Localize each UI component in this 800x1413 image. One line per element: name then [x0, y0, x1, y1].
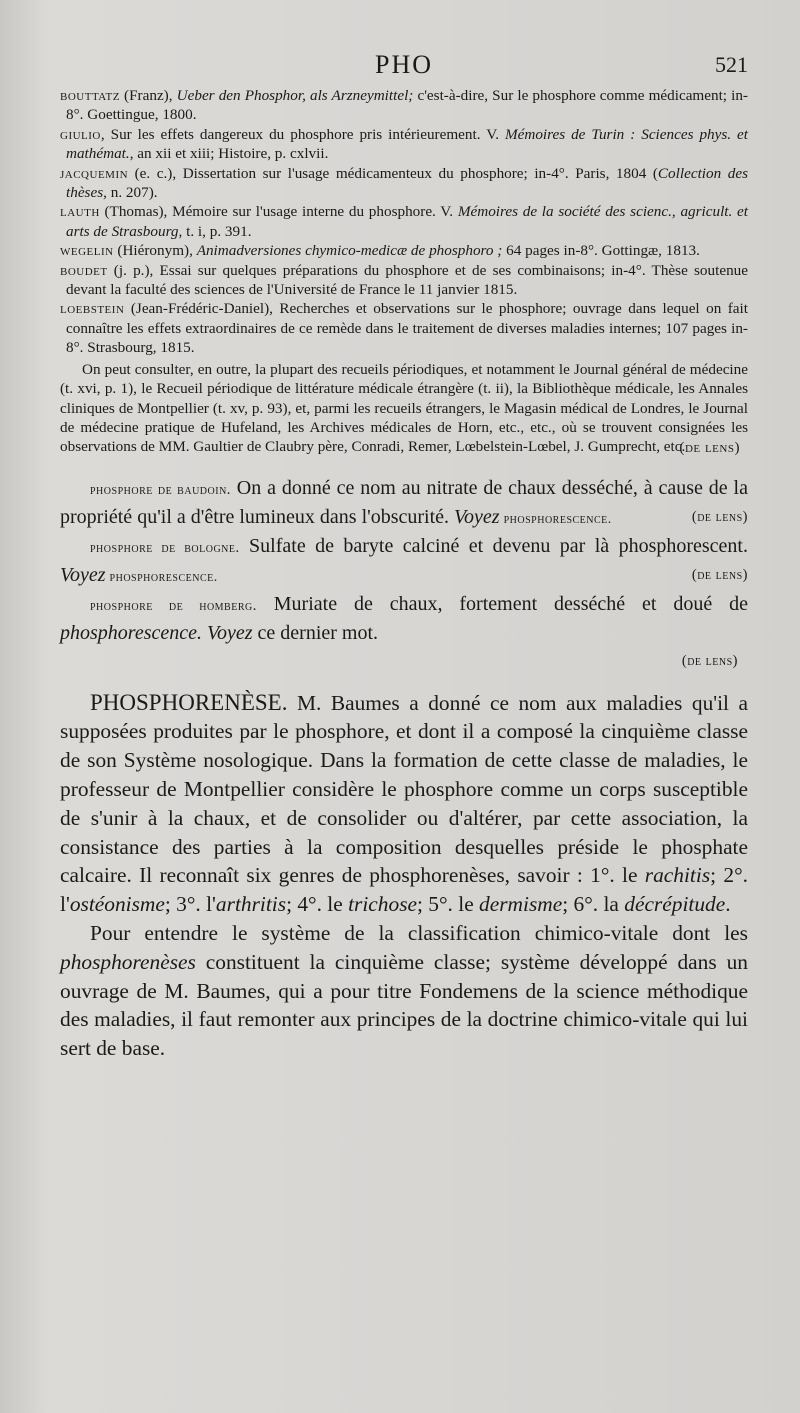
bib-entry: loebstein (Jean-Frédéric-Daniel), Recherches et observations sur le phosphore; ouvrage dans lequel on fait connaître les effets extraordinaires de ce remède dans le traitement de diverses maladies internes; 107 pages in-8°. Strasbourg, 1815. [60, 300, 748, 357]
bib-entry: boudet (j. p.), Essai sur quelques préparations du phosphore et de ses combinaisons; in-4°. Thèse soutenue devant la faculté des sciences de l'Université de France le 11 janvier 1815. [60, 261, 748, 299]
article-paragraph: PHOSPHORENÈSE. M. Baumes a donné ce nom aux maladies qu'il a supposées produites par le phosphore, et dont il a composé la cinquième classe de son Système nosologique. Dans la formation de cette classe de maladies, le professeur de Montpellier considère le phosphore comme un corps susceptible de s'unir à la chaux, et de consolider ou d'altérer, par cette association, la consistance des parties à la composition desquelles préside le phosphate calcaire. Il reconnaît six genres de phosphorenèses, savoir : 1°. le rachitis; 2°. l'ostéonisme; 3°. l'arthritis; 4°. le trichose; 5°. le dermisme; 6°. la décrépitude. [60, 689, 748, 917]
entry-baudoin: phosphore de baudoin. On a donné ce nom au nitrate de chaux desséché, à cause de la propriété qu'il a d'être lumineux dans l'obscurité. Voyez phosphorescence. (de lens) [60, 475, 748, 533]
bib-author: bouttatz [60, 87, 120, 104]
author-signature: (de lens) [679, 438, 740, 456]
short-entries [60, 475, 748, 675]
page-number: 521 [715, 52, 748, 77]
bib-author: loebstein [60, 300, 125, 318]
bib-entry: wegelin (Hiéronym), Animadversiones chymico-medicæ de phosphoro ; 64 pages in-8°. Gottingæ, 1813. [60, 242, 700, 260]
article-headword: PHOSPHORENÈSE. [90, 689, 288, 715]
page-header [60, 46, 748, 86]
author-signature: (de lens) [691, 566, 748, 583]
entry-bologne: phosphore de bologne. Sulfate de baryte calciné et devenu par là phosphorescent. Voyez phosphorescence. (de lens) [60, 533, 748, 591]
phosphorenese-article [60, 689, 748, 1063]
author-signature: (de lens) [691, 508, 748, 525]
bib-author: lauth [60, 203, 100, 221]
bib-author: wegelin [60, 242, 114, 260]
entry-homberg: phosphore de homberg. Muriate de chaux, fortement desséché et doué de phosphorescence. Voyez ce dernier mot. [60, 593, 748, 644]
article-paragraph: Pour entendre le système de la classification chimico-vitale dont les phosphorenèses constituent la cinquième classe; système développé dans un ouvrage de M. Baumes, qui a pour titre Fondemens de la science méthodique des maladies, il faut remonter aux principes de la doctrine chimico-vitale qui lui sert de base. [60, 921, 748, 1061]
consult-paragraph: On peut consulter, en outre, la plupart des recueils périodiques, et notamment le Journal général de médecine (t. xvi, p. 1), le Recueil périodique de littérature médicale étrangère (t. ii), la Bibliothèque médicale, les Annales cliniques de Montpellier (t. xv, p. 93), et, parmi les recueils étrangers, le Magasin médical de Londres, le Journal de médecine pratique de Hufeland, les Archives médicales de Horn, etc., etc., où se trouvent consignées les observations de MM. Gaultier de Claubry père, Conradi, Remer, Lœbelstein-Lœbel, J. Gumprecht, etc. [60, 360, 748, 456]
bib-author: giulio [60, 125, 101, 143]
entry-headword: phosphore de baudoin. [90, 482, 231, 499]
bibliography-block [60, 86, 748, 457]
bib-entry: jacquemin (e. c.), Dissertation sur l'usage médicamenteux du phosphore; in-4°. Paris, 1804 (Collection des thèses, n. 207). [60, 164, 748, 202]
bib-author: jacquemin [60, 164, 129, 182]
author-signature: (de lens) [681, 653, 738, 670]
bib-entry: giulio, Sur les effets dangereux du phosphore pris intérieurement. V. Mémoires de Turin : Sciences phys. et mathémat., an xii et xiii; Histoire, p. cxlvii. [60, 125, 748, 163]
bib-entry: bouttatz (Franz), Ueber den Phosphor, als Arzneymittel; c'est-à-dire, Sur le phosphore comme médicament; in-8°. Goettingue, 1800. [60, 87, 748, 124]
entry-headword: phosphore de bologne. [90, 540, 240, 557]
bib-entry: lauth (Thomas), Mémoire sur l'usage interne du phosphore. V. Mémoires de la société des scienc., agricult. et arts de Strasbourg, t. i, p. 391. [60, 203, 749, 240]
entry-headword: phosphore de homberg. [90, 598, 257, 615]
bib-author: boudet [60, 261, 108, 279]
running-title: PHO [374, 50, 433, 79]
